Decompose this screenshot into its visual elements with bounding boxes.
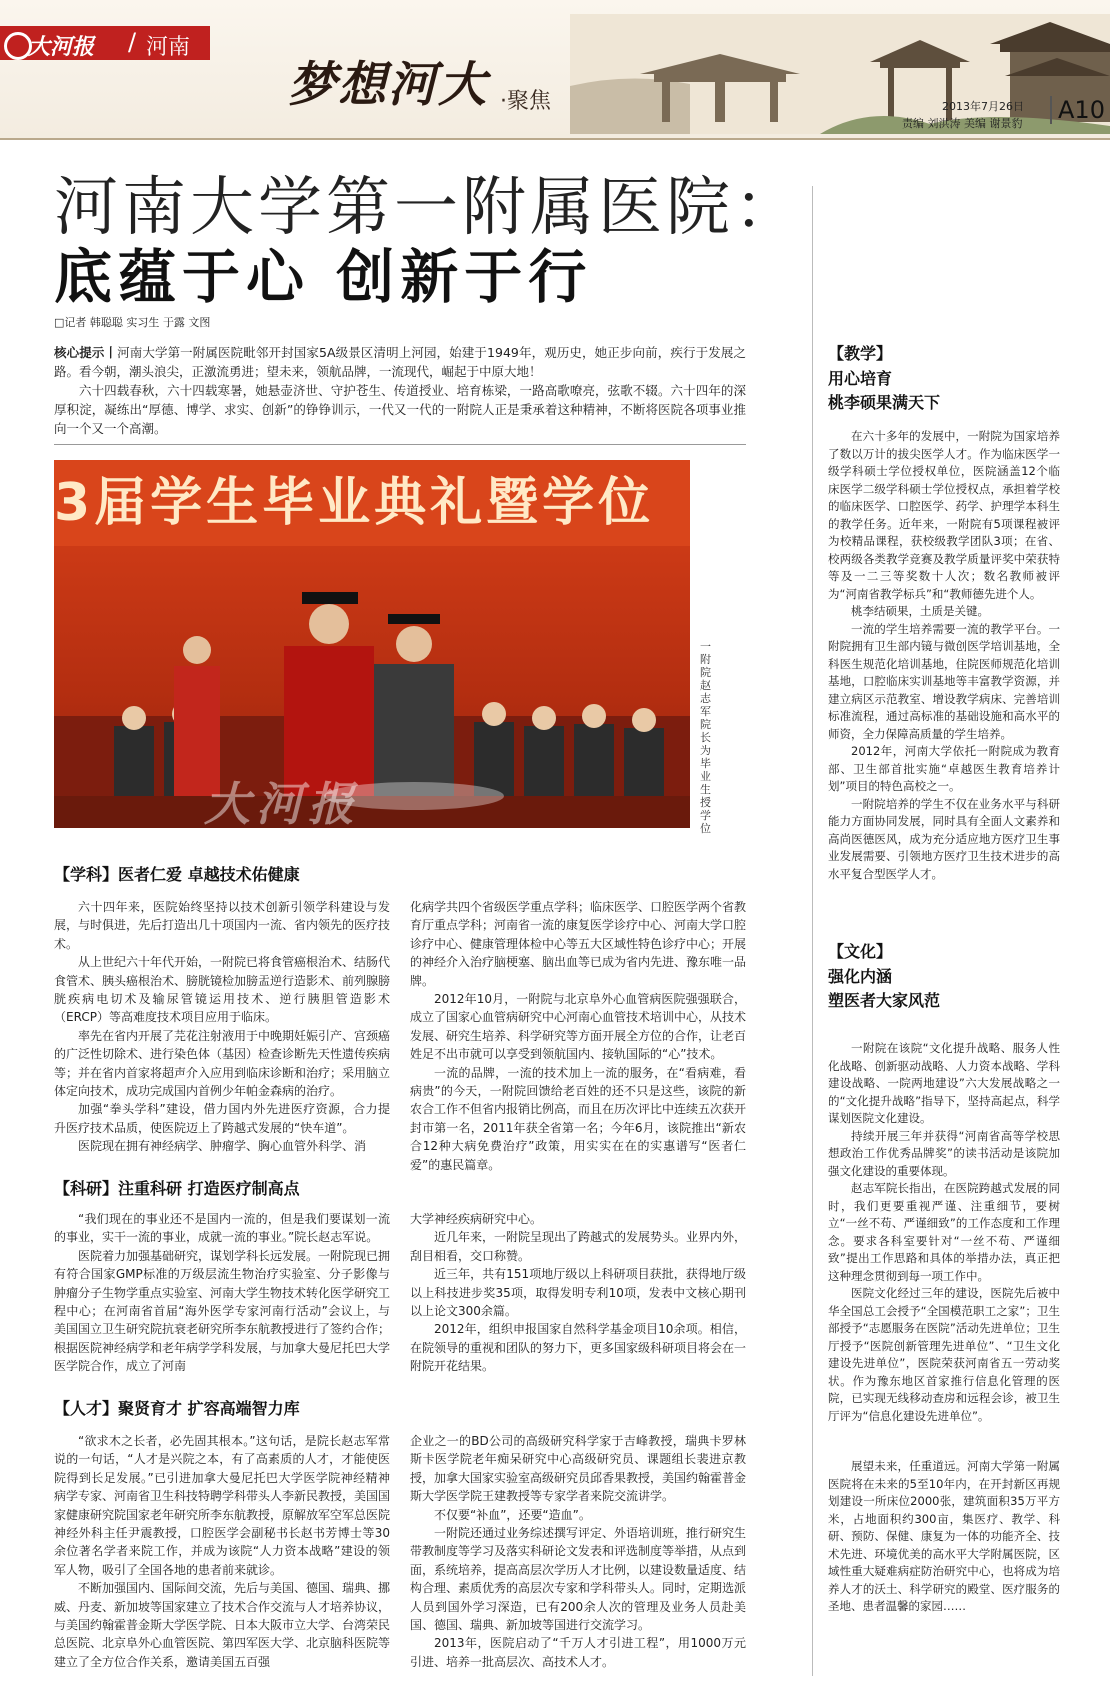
paragraph: 不仅要“补血”，还要“造血”。 [434, 1507, 591, 1522]
paragraph: 医院文化经过三年的建设，医院先后被中华全国总工会授予“全国模范职工之家”；卫生部授予“志愿服务在医院”活动先进单位；卫生厅授予“医院创新管理先进单位”、“卫生文化建设先进单位”，医院荣获河南省五一劳动奖状。作为豫东地区首家推行信息化管理的医院，已实现无线移动查房和远程会诊，被卫生厅评为“信息化建设先进单位”。 [828, 1286, 1060, 1423]
paragraph: 一附院培养的学生不仅在业务水平与科研能力方面协同发展，同时具有全面人文素养和高尚医德医风，成为充分适应地方医疗卫生事业发展需要、引领地方医疗卫生技术进步的高水平复合型医学人才。 [828, 796, 1060, 881]
section-tag-culture: 【文化】 [828, 942, 893, 961]
paragraph: 一流的品牌，一流的技术加上一流的服务，在“看病难，看病贵”的今天，一附院回馈给老百姓的还不只是这些，该院的新农合工作不但省内报销比例高，而且在历次评比中连续五次获开封市第一名，2011年获全省第一名；今年6月，该院推出“新农合12种大病免费治疗”政策，用实实在在的实惠谱写“医者仁爱”的惠民篇章。 [410, 1065, 747, 1172]
photo-stage [54, 546, 690, 828]
paragraph: 从上世纪六十年代开始，一附院已将食管癌根治术、结肠代食管术、胰头癌根治术、膀胱镜检加膀盂逆行造影术、前列腺膀胱疾病电切术及输尿管镜运用技术、逆行胰胆管造影术（ERCP）等高难度技术项目应用于临床。 [54, 955, 391, 1025]
summary-label: 核心提示丨 [54, 345, 118, 360]
photo-watermark: 大河报 [204, 777, 360, 828]
section-title-culture-1: 强化内涵 [828, 967, 893, 986]
section-talent-left [54, 1432, 390, 1671]
paragraph: 企业之一的BD公司的高级研究科学家于吉峰教授，瑞典卡罗林斯卡医学院老年痴呆研究中心高级研究员、课题组长裴进京教授，加拿大国家实验室高级研究员邱香果教授，美国约翰霍普金斯大学医学院王建教授等专家学者来院交流讲学。 [410, 1434, 747, 1504]
paragraph: 一流的学生培养需要一流的教学平台。一附院拥有卫生部内镜与微创医学培训基地，全科医生规范化培训基地，住院医师规范化培训基地，口腔临床实训基地等丰富教学资源，并建立病区示范教室、增设教学病床、完善培训标准流程，通过高标准的基础设施和高水平的师资，全力保障高质量的学生培养。 [828, 621, 1060, 741]
section-teaching-body [828, 428, 1060, 883]
university-gate-illustration [570, 14, 1110, 134]
column-name: 梦想河大 [288, 57, 489, 113]
region-label: 河南 [146, 35, 191, 60]
section-research-left [54, 1210, 390, 1376]
paragraph: “我们现在的事业还不是国内一流的，但是我们要谋划一流的事业，实干一流的事业，成就一流的事业。”院长赵志军说。 [54, 1212, 390, 1245]
paragraph: 近几年来，一附院呈现出了跨越式的发展势头。业界内外，刮目相看，交口称赞。 [410, 1230, 747, 1263]
paragraph: 赵志军院长指出，在医院跨越式发展的同时，我们更要重视严谨、注重细节，要树立“一丝不苟、严谨细致”的工作态度和工作理念。要求各科室要针对“一丝不苟、严谨细致”提出工作思路和具体的举措办法，真正把这种理念贯彻到每一项工作中。 [828, 1181, 1060, 1283]
summary-divider [54, 444, 746, 445]
paragraph: 桃李结硕果，土质是关键。 [851, 604, 989, 618]
right-column-divider [812, 186, 813, 1676]
photo-banner-text: 3届学生毕业典礼暨学位 [54, 460, 690, 546]
paragraph: 2013年，医院启动了“千万人才引进工程”，用1000万元引进、培养一批高层次、高技术人才。 [410, 1636, 746, 1669]
paragraph: 一附院还通过业务综述撰写评定、外语培训班，推行研究生带教制度等学习及落实科研论文发表和评选制度等举措，从点到面，系统培养，提高高层次学历人才比例，以建设数量适度、结构合理、素质优秀的高层次专家和学科带头人。同时，定期选派人员到国外学习深造，已有200余人次的管理及业务人员赴美国、德国、瑞典、新加坡等国进行交流学习。 [410, 1526, 747, 1633]
paper-logo-icon [4, 32, 32, 60]
section-discipline-right [410, 898, 746, 1174]
paragraph: 不断加强国内、国际间交流，先后与美国、德国、瑞典、挪威、丹麦、新加坡等国家建立了技术合作交流与人才培养协议，与美国约翰霍普金斯大学医学院、日本大阪市立大学、台湾荣民总医院、北京阜外心血管医院、第四军医大学、北京脑科医院等建立了全方位合作关系，邀请美国五百强 [54, 1581, 391, 1669]
headline-line-2: 底蕴于心 创新于行 [54, 243, 593, 311]
section-title-teaching-2: 桃李硕果满天下 [828, 393, 941, 412]
section-tag-teaching: 【教学】 [828, 344, 893, 363]
paragraph: 化病学共四个省级医学重点学科；临床医学、口腔医学两个省教育厅重点学科；河南省一流的康复医学诊疗中心、河南大学口腔诊疗中心、健康管理体检中心等五大区域性特色诊疗中心；开展的神经介入治疗脑梗塞、脑出血等已成为省内先进、豫东唯一品牌。 [410, 900, 747, 988]
column-subtitle: ·聚焦 [500, 89, 551, 114]
section-research-right [410, 1210, 746, 1376]
paragraph: 展望未来，任重道远。河南大学第一附属医院将在未来的5至10年内，在开封新区再规划建设一所床位2000张，建筑面积35万平方米，占地面积约300亩，集医疗、教学、科研、预防、保健、康复为一体的功能齐全、技术先进、环境优美的高水平大学附属医院，区域性重大疑难病症防治研究中心，也将成为培养人才的沃土、科学研究的殿堂、医疗服务的圣地、患者温馨的家园…… [828, 1459, 1060, 1613]
section-discipline-left [54, 898, 390, 1156]
paragraph: 持续开展三年并获得“河南省高等学校思想政治工作优秀品牌奖”的读书活动是该院加强文化建设的重要体现。 [828, 1128, 1060, 1178]
section-title-culture-2: 塑医者大家风范 [828, 991, 941, 1010]
section-culture-body [828, 1040, 1060, 1425]
paragraph: 率先在省内开展了芫花注射液用于中晚期妊娠引产、宫颈癌的广泛性切除术、进行染色体（基因）检查诊断先天性遗传疾病等；并在省内首家将超声介入应用到临床诊断和治疗；采用脑立体定向技术，成功完成国内首例少年帕金森病的治疗。 [54, 1028, 391, 1099]
issue-date: 2013年7月26日 [942, 100, 1024, 113]
paragraph: 在六十多年的发展中，一附院为国家培养了数以万计的拔尖医学人才。作为临床医学一级学科硕士学位授权单位，医院涵盖12个临床医学二级学科硕士学位授权点，承担着学校的临床医学、口腔医学、药学、护理学本科生的教学任务。近年来，一附院有5项课程被评为校精品课程，获校级教学团队3项；在省、校两级各类教学竞赛及教学质量评奖中荣获特等及一二三等奖数十人次；数名教师被评为“河南省教学标兵”和“教师德先进个人。 [828, 429, 1060, 601]
summary-paragraph-2: 六十四载春秋，六十四载寒暑，她悬壶济世、守护苍生、传道授业、培育栋梁，一路高歌嘹亮，弦歌不辍。六十四年的深厚积淀，凝练出“厚德、博学、求实、创新”的铮铮训示，一代又一代的一附院人正是秉承着这种精神，不断将医院各项事业推向一个又一个高潮。 [54, 383, 746, 436]
editors-credit: 责编 刘洪涛 美编 谢景豹 [902, 117, 1023, 130]
section-outlook [828, 1458, 1060, 1616]
paragraph: 2012年，河南大学依托一附院成为教育部、卫生部首批实施“卓越医生教育培养计划”项目的特色高校之一。 [828, 744, 1060, 793]
section-title-research: 【科研】注重科研 打造医疗制高点 [54, 1179, 300, 1198]
logo-separator: / [128, 28, 137, 56]
paragraph: “欲求木之长者，必先固其根本。”这句话，是院长赵志军常说的一句话，“人才是兴院之本，有了高素质的人才，才能使医院得到长足发展。”已引进加拿大曼尼托巴大学医学院神经精神病学专家、河南省卫生科技特聘学科带头人李新民教授，美国国家健康研究院国家老年研究所李东航教授，原解放军空军总医院神经外科主任尹震教授，口腔医学会副秘书长赵书芳博士等30余位著名学者来院工作，并成为该院“人力资本战略”建设的领军人物，吸引了全国各地的患者前来就诊。 [54, 1434, 391, 1577]
paragraph: 加强“拳头学科”建设，借力国内外先进医疗资源，合力提升医疗技术品质，使医院迈上了跨越式发展的“快车道”。 [54, 1102, 390, 1135]
paragraph: 一附院在该院“文化提升战略、服务人性化战略、创新驱动战略、人力资本战略、学科建设战略、一院两地建设”六大发展战略之一的“文化提升战略”指导下，坚持高起点，科学谋划医院文化建设。 [828, 1041, 1060, 1125]
summary-paragraph-1: 河南大学第一附属医院毗邻开封国家5A级景区清明上河园，始建于1949年，观历史，她正步向前，疾行于发展之路。看今朝，潮头浪尖，正激流勇进；望未来，领航品牌，一流现代，崛起于中原大地！ [54, 345, 746, 379]
section-talent-right [410, 1432, 746, 1671]
page-number: A10 [1050, 96, 1105, 124]
section-title-discipline: 【学科】医者仁爱 卓越技术佑健康 [54, 865, 300, 884]
paragraph: 医院着力加强基础研究，谋划学科长远发展。一附院现已拥有符合国家GMP标准的万级层流生物治疗实验室、分子影像与肿瘤分子生物学重点实验室、河南大学生物技术转化医学研究工程中心；在河南省首届“海外医学专家河南行活动”会议上，与美国国立卫生研究院抗衰老研究所李东航教授进行了签约合作；根据医院神经病学和老年病学学科发展，与加拿大曼尼托巴大学医学院合作，成立了河南 [54, 1248, 391, 1374]
graduation-scene-illustration [54, 546, 690, 828]
paragraph: 2012年10月，一附院与北京阜外心血管病医院强强联合，成立了国家心血管病研究中心河南心血管技术培训中心，从技术发展、研究生培养、科学研究等方面开展全方位的合作，让老百姓足不出市就可以享受到领航国内、接轨国际的“心”技术。 [410, 992, 747, 1062]
byline: □记者 韩聪聪 实习生 于露 文图 [54, 316, 211, 329]
core-summary [54, 343, 746, 438]
paragraph: 六十四年来，医院始终坚持以技术创新引领学科建设与发展，与时俱进，先后打造出几十项国内一流、省内领先的医疗技术。 [54, 900, 391, 951]
photo-caption: 一附院赵志军院长为毕业生授学位 [700, 640, 711, 835]
section-title-teaching-1: 用心培育 [828, 369, 893, 388]
paragraph: 2012年，组织申报国家自然科学基金项目10余项。相信，在院领导的重视和团队的努力下，更多国家级科研项目将会在一附院开花结果。 [410, 1322, 747, 1374]
paper-name: 大河报 [28, 34, 95, 60]
paragraph: 近三年，共有151项地厅级以上科研项目获批，获得地厅级以上科技进步奖35项，取得发明专利10项，发表中文核心期刊以上论文300余篇。 [410, 1267, 746, 1319]
paragraph: 医院现在拥有神经病学、肿瘤学、胸心血管外科学、消 [78, 1139, 367, 1154]
paragraph: 大学神经疾病研究中心。 [410, 1212, 543, 1226]
graduation-photo [54, 460, 690, 828]
headline-line-1: 河南大学第一附属医院： [54, 171, 802, 245]
section-title-talent: 【人才】聚贤育才 扩容高端智力库 [54, 1399, 300, 1418]
